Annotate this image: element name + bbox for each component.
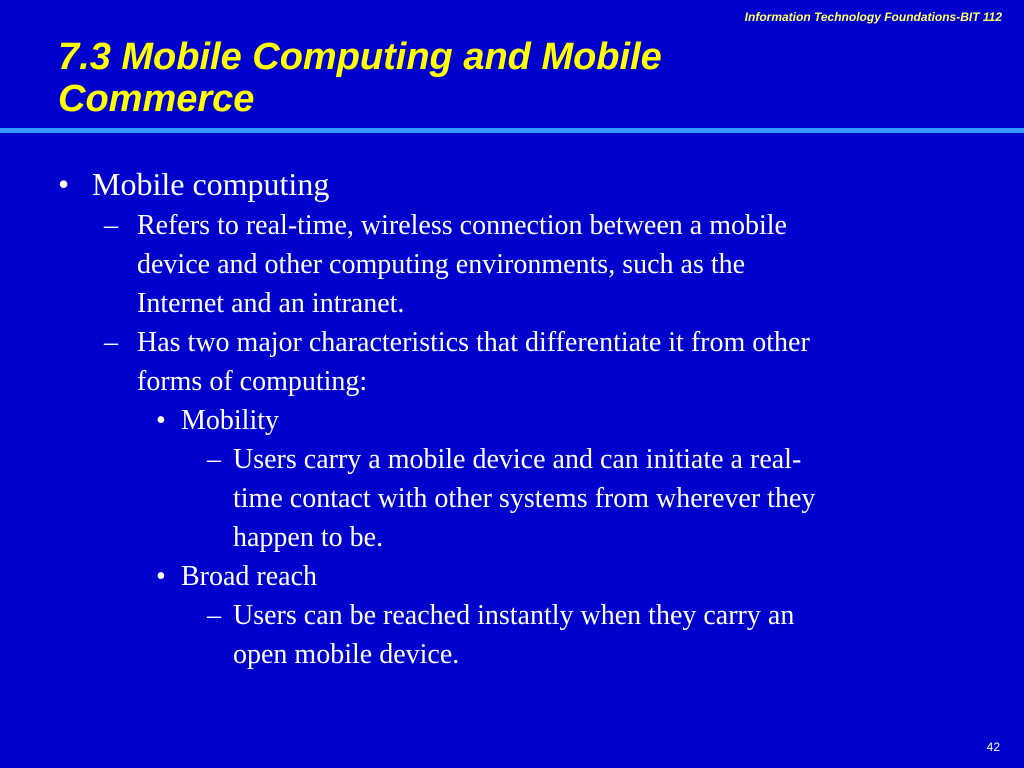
- subbullet-characteristics-line-2: forms of computing:: [137, 366, 368, 397]
- mobility-detail-line-2: time contact with other systems from wherever they: [233, 483, 816, 514]
- bullet-broad-reach: Broad reach: [181, 561, 318, 592]
- bullet-marker: •: [156, 405, 166, 436]
- dash-marker: –: [104, 327, 118, 358]
- subbullet-refers-line-2: device and other computing environments, such as the: [137, 249, 746, 280]
- bullet-marker: •: [156, 561, 166, 592]
- mobility-detail-line-1: Users carry a mobile device and can initiate a real-: [233, 444, 802, 475]
- dash-marker: –: [207, 600, 221, 631]
- subbullet-refers-line-3: Internet and an intranet.: [137, 288, 405, 319]
- subbullet-characteristics-line-1: Has two major characteristics that differentiate it from other: [137, 327, 810, 358]
- subbullet-refers-line-1: Refers to real-time, wireless connection between a mobile: [137, 210, 787, 241]
- title-divider: [0, 128, 1024, 133]
- title-line-2: Commerce: [58, 78, 255, 120]
- header-note: Information Technology Foundations-BIT 112: [744, 10, 1002, 24]
- broad-reach-detail-line-1: Users can be reached instantly when they carry an: [233, 600, 795, 631]
- bullet-mobile-computing: Mobile computing: [92, 166, 330, 202]
- dash-marker: –: [104, 210, 118, 241]
- bullet-marker: •: [58, 166, 70, 202]
- dash-marker: –: [207, 444, 221, 475]
- bullet-mobility: Mobility: [181, 405, 280, 436]
- page-number: 42: [986, 740, 1000, 754]
- broad-reach-detail-line-2: open mobile device.: [233, 639, 460, 670]
- slide-title: [58, 36, 958, 120]
- mobility-detail-line-3: happen to be.: [233, 522, 384, 553]
- title-line-1: 7.3 Mobile Computing and Mobile: [58, 36, 662, 78]
